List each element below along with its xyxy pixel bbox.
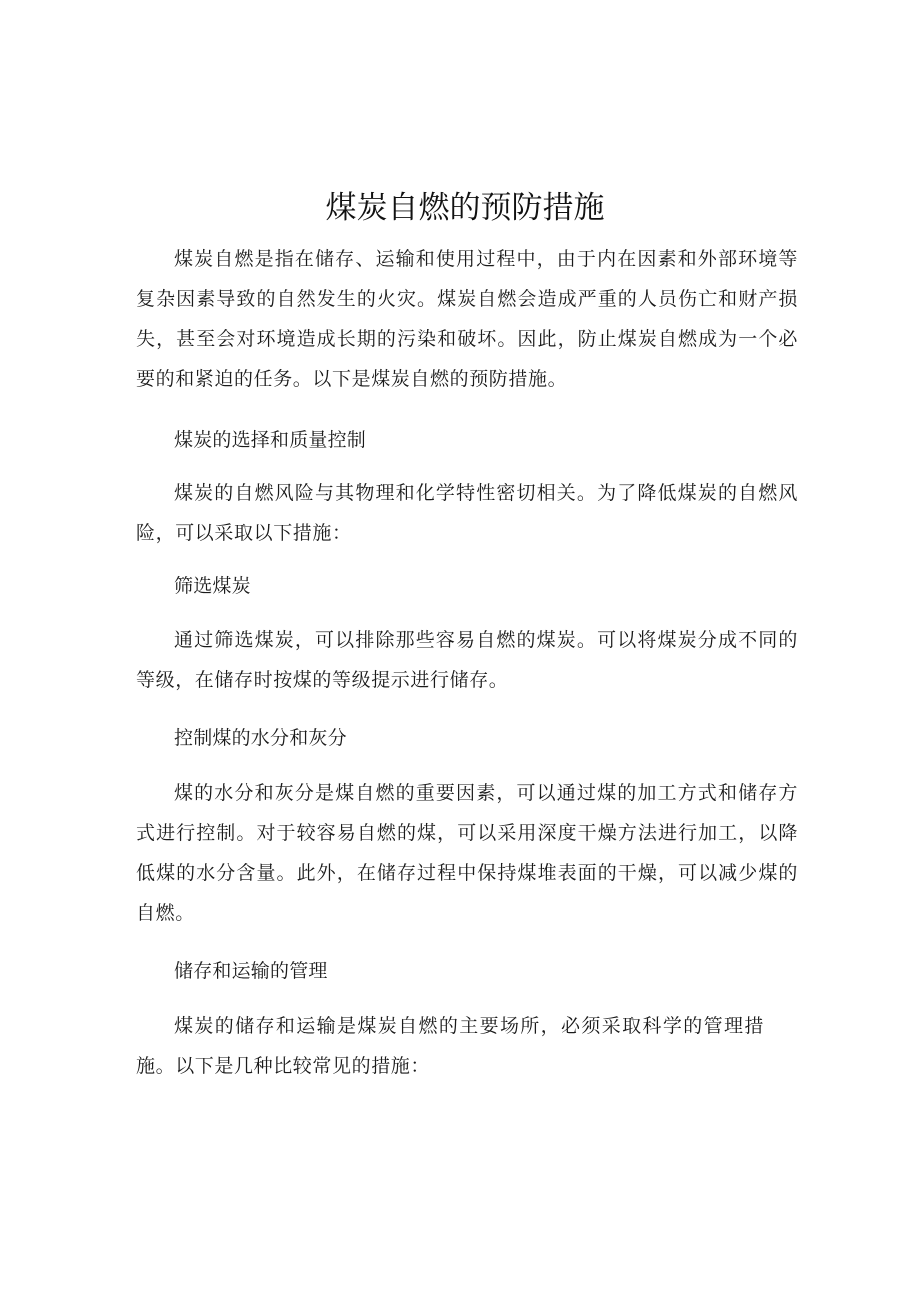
subheading-moisture-ash: 控制煤的水分和灰分 — [174, 727, 347, 749]
coal-selection-paragraph: 煤炭的自燃风险与其物理和化学特性密切相关。为了降低煤炭的自燃风险，可以采取以下措施： — [136, 482, 798, 544]
storage-transport-paragraph: 煤炭的储存和运输是煤炭自燃的主要场所，必须采取科学的管理措施。以下是几种比较常见的措施： — [136, 1015, 764, 1077]
section-heading-coal-selection: 煤炭的选择和质量控制 — [174, 429, 367, 451]
intro-paragraph: 煤炭自燃是指在储存、运输和使用过程中，由于内在因素和外部环境等复杂因素导致的自然发生的火灾。煤炭自燃会造成严重的人员伤亡和财产损失，甚至会对环境造成长期的污染和破坏。因此，防止煤炭自燃成为一个必要的和紧迫的任务。以下是煤炭自燃的预防措施。 — [136, 248, 798, 390]
moisture-ash-paragraph: 煤的水分和灰分是煤自燃的重要因素，可以通过煤的加工方式和储存方式进行控制。对于较容易自燃的煤，可以采用深度干燥方法进行加工，以降低煤的水分含量。此外，在储存过程中保持煤堆表面的干燥，可以减少煤的自燃。 — [136, 782, 798, 924]
document-title: 煤炭自燃的预防措施 — [325, 190, 605, 226]
screening-paragraph: 通过筛选煤炭，可以排除那些容易自燃的煤炭。可以将煤炭分成不同的等级，在储存时按煤的等级提示进行储存。 — [136, 629, 798, 691]
subheading-screening: 筛选煤炭 — [174, 575, 251, 597]
section-heading-storage-transport: 储存和运输的管理 — [174, 960, 328, 982]
